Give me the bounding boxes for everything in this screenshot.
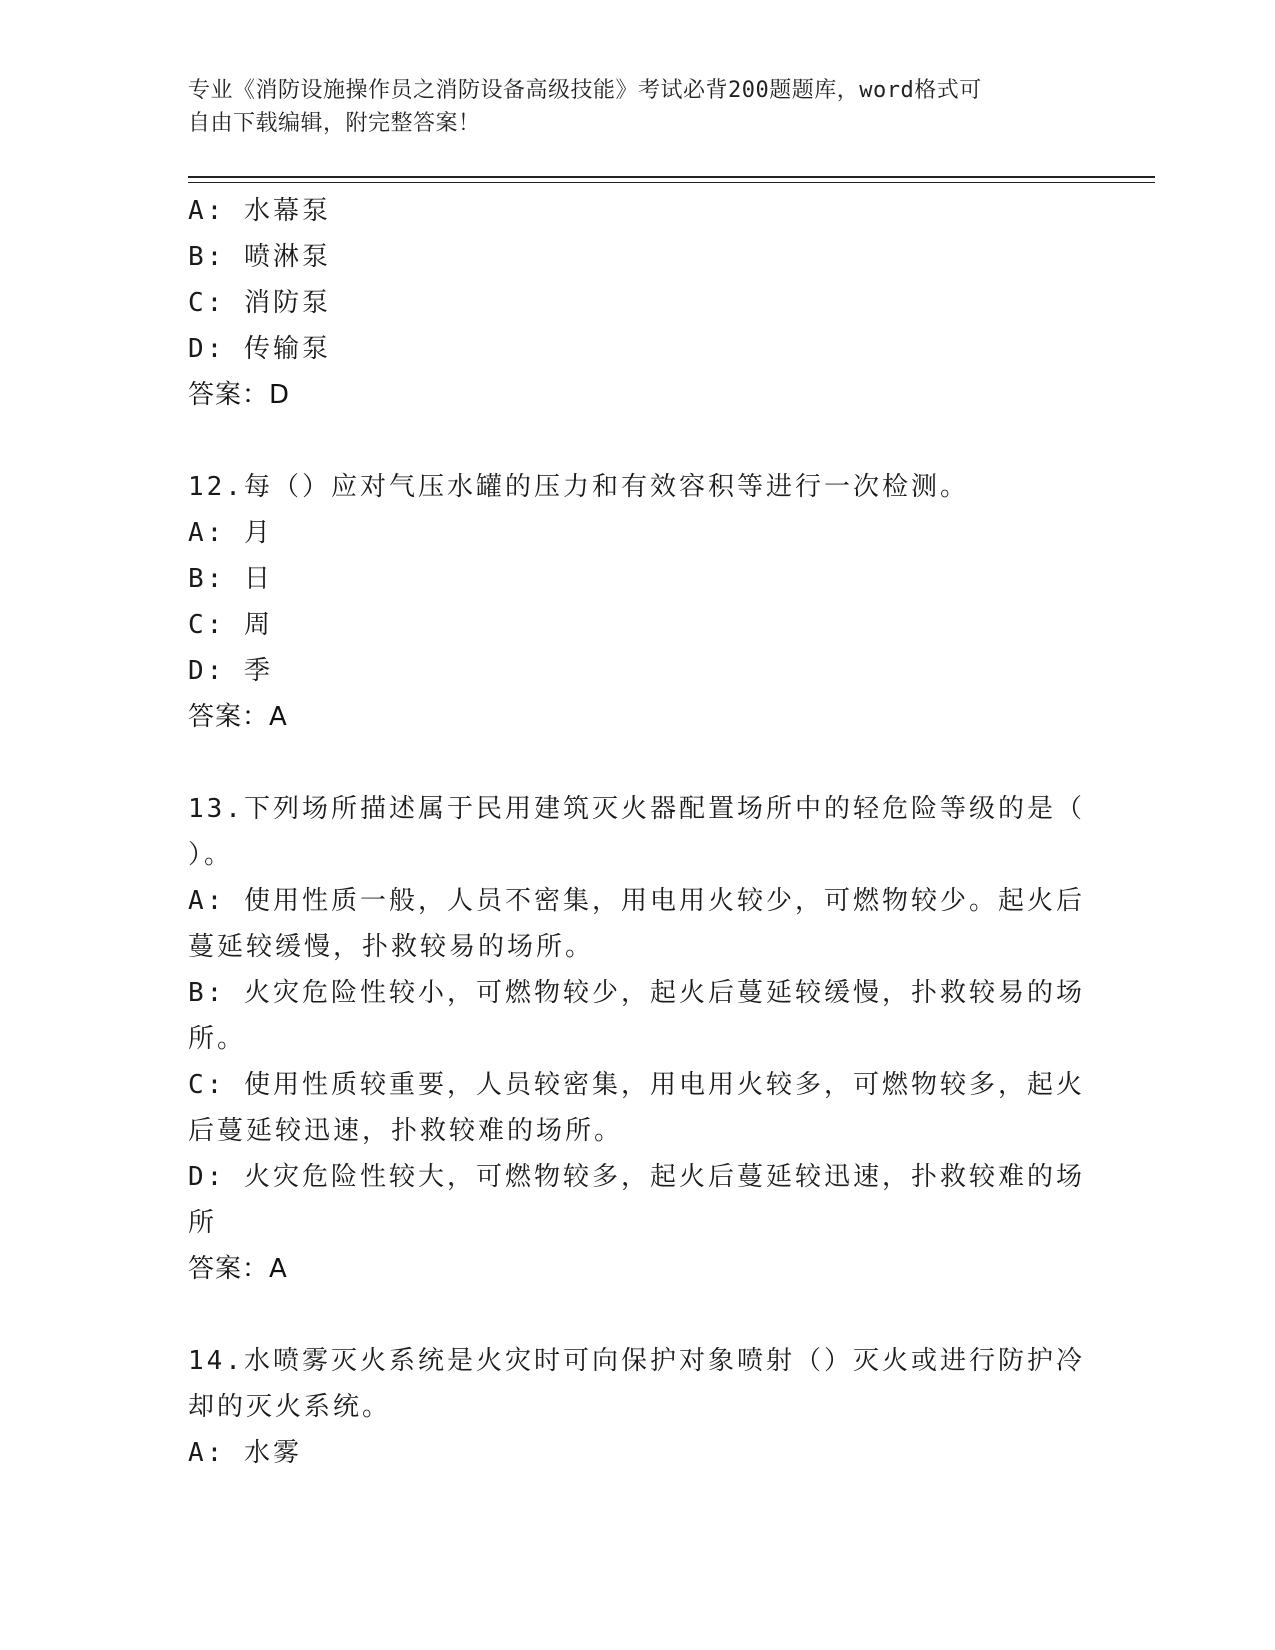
option-a: A: 月 [188, 518, 273, 548]
header-rule-thick [188, 176, 1155, 178]
document-header [188, 74, 1068, 140]
question-13 [188, 786, 1088, 1292]
option-b: B: 日 [188, 564, 273, 594]
question-stem-line-2: ）。 [188, 840, 234, 870]
question-14 [188, 1338, 1088, 1476]
question-11 [188, 188, 1088, 418]
question-stem-line-1: 14.水喷雾灭火系统是火灾时可向保护对象喷射（）灭火或进行防护冷 [188, 1346, 1085, 1376]
option-d: D: 传输泵 [188, 334, 331, 364]
header-line-1: 专业《消防设施操作员之消防设备高级技能》考试必背200题题库，word格式可 [188, 78, 982, 103]
option-b: B: 喷淋泵 [188, 242, 331, 272]
document-body [188, 188, 1088, 1476]
question-stem: 12.每（）应对气压水罐的压力和有效容积等进行一次检测。 [188, 472, 969, 502]
question-12 [188, 464, 1088, 740]
header-line-2: 自由下载编辑，附完整答案！ [188, 111, 481, 136]
option-b-line-2: 所。 [188, 1024, 247, 1054]
option-d: D: 季 [188, 656, 273, 686]
option-a: A: 水幕泵 [188, 196, 331, 226]
option-d-line-2: 所 [188, 1208, 218, 1238]
option-d-line-1: D: 火灾危险性较大，可燃物较多，起火后蔓延较迅速，扑救较难的场 [188, 1162, 1085, 1192]
answer: 答案：D [188, 380, 291, 410]
question-stem-line-1: 13.下列场所描述属于民用建筑灭火器配置场所中的轻危险等级的是（ [188, 794, 1085, 824]
option-c-line-2: 后蔓延较迅速，扑救较难的场所。 [188, 1116, 624, 1146]
option-c: C: 周 [188, 610, 273, 640]
option-a: A: 水雾 [188, 1438, 302, 1468]
header-rule-thin [188, 182, 1155, 183]
option-a-line-2: 蔓延较缓慢，扑救较易的场所。 [188, 932, 595, 962]
answer: 答案：A [188, 702, 288, 732]
answer: 答案：A [188, 1254, 288, 1284]
option-c-line-1: C: 使用性质较重要，人员较密集，用电用火较多，可燃物较多，起火 [188, 1070, 1085, 1100]
option-b-line-1: B: 火灾危险性较小，可燃物较少，起火后蔓延较缓慢，扑救较易的场 [188, 978, 1085, 1008]
option-a-line-1: A: 使用性质一般，人员不密集，用电用火较少，可燃物较少。起火后 [188, 886, 1085, 916]
question-stem-line-2: 却的灭火系统。 [188, 1392, 392, 1422]
option-c: C: 消防泵 [188, 288, 331, 318]
